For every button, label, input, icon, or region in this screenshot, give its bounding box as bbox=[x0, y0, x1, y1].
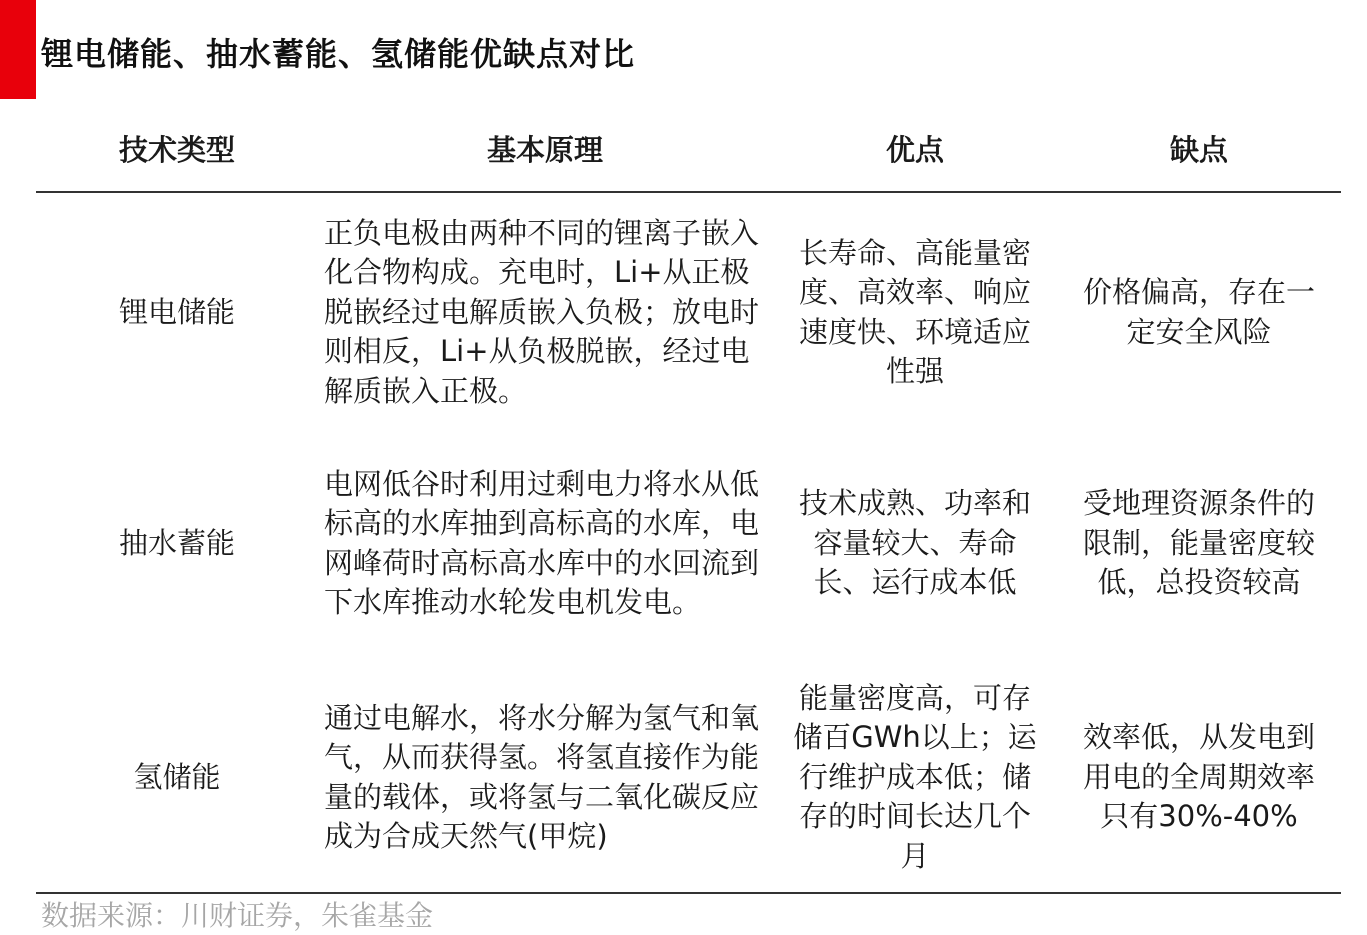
row-principle-cell: 通过电解水，将水分解为氢气和氧气，从而获得氢。将氢直接作为能量的载体，或将氢与二氧化碳反应成为合成天然气(甲烷) bbox=[324, 700, 760, 853]
page-title: 锂电储能、抽水蓄能、氢储能优缺点对比 bbox=[41, 35, 636, 73]
row-pros-cell: 能量密度高，可存储百GWh以上；运行维护成本低；储存的时间长达几个月 bbox=[793, 680, 1037, 873]
row-pros-cell: 技术成熟、功率和容量较大、寿命长、运行成本低 bbox=[798, 486, 1031, 600]
header-cell-cons: 缺点 bbox=[1169, 132, 1228, 167]
table-row bbox=[36, 446, 1341, 641]
row-principle-cell: 正负电极由两种不同的锂离子嵌入化合物构成。充电时，Li+从正极脱嵌经过电解质嵌入负极；放电时则相反，Li+从负极脱嵌，经过电解质嵌入正极。 bbox=[324, 215, 760, 408]
header-cell-pros: 优点 bbox=[885, 132, 944, 167]
table-row bbox=[36, 680, 1341, 875]
table-row bbox=[36, 215, 1341, 410]
row-type-cell: 抽水蓄能 bbox=[118, 525, 235, 560]
row-type-cell: 氢储能 bbox=[133, 759, 221, 794]
table-top-rule bbox=[36, 191, 1341, 193]
row-type-cell: 锂电储能 bbox=[118, 294, 235, 329]
row-pros-cell: 长寿命、高能量密度、高效率、响应速度快、环境适应性强 bbox=[798, 235, 1031, 388]
source-note: 数据来源：川财证券，朱雀基金 bbox=[41, 899, 434, 932]
row-cons-cell: 价格偏高，存在一定安全风险 bbox=[1082, 275, 1315, 349]
table-bottom-rule bbox=[36, 892, 1341, 894]
row-cons-cell: 受地理资源条件的限制，能量密度较低，总投资较高 bbox=[1082, 486, 1315, 600]
title-accent-bar bbox=[0, 0, 36, 99]
header-cell-type: 技术类型 bbox=[118, 132, 235, 167]
row-principle-cell: 电网低谷时利用过剩电力将水从低标高的水库抽到高标高的水库，电网峰荷时高标高水库中的水回流到下水库推动水轮发电机发电。 bbox=[324, 466, 760, 619]
row-cons-cell: 效率低，从发电到用电的全周期效率只有30%-40% bbox=[1082, 720, 1315, 834]
table-header-row bbox=[36, 110, 1341, 191]
header-cell-principle: 基本原理 bbox=[486, 132, 603, 167]
